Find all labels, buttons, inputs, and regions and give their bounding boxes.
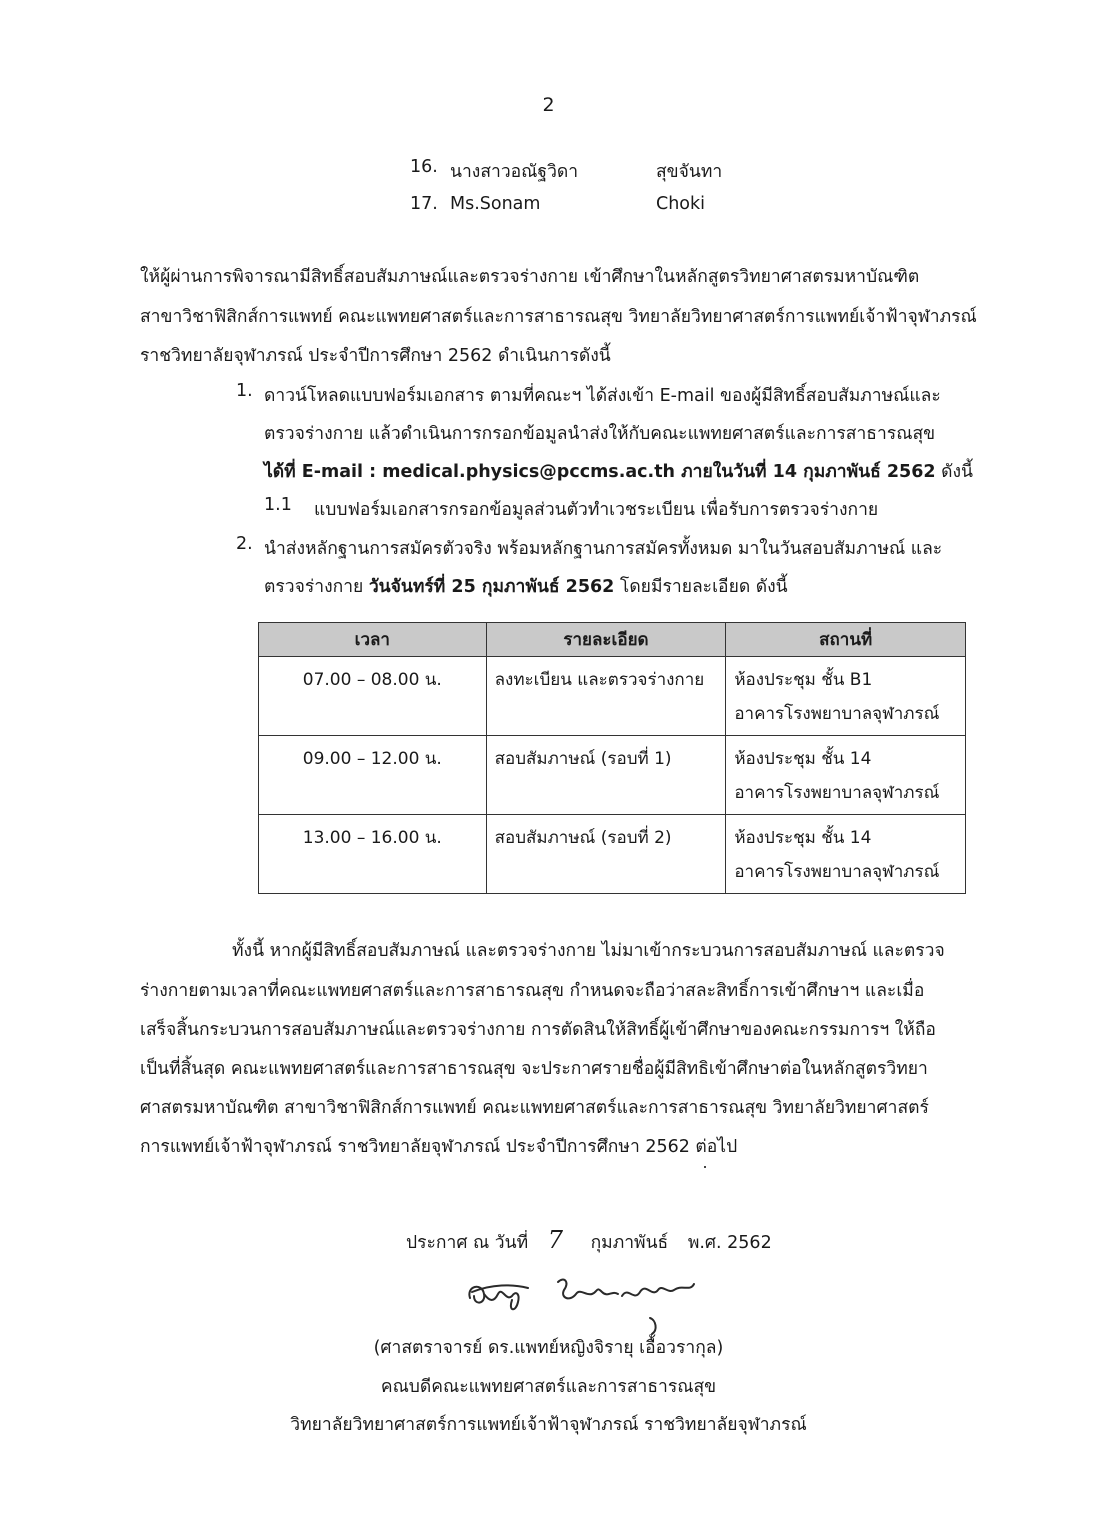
table-cell-place: อาคารโรงพยาบาลจุฬาภรณ์ bbox=[726, 697, 966, 736]
table-cell-place: อาคารโรงพยาบาลจุฬาภรณ์ bbox=[726, 855, 966, 894]
table-cell-place: ห้องประชุม ชั้น 14 bbox=[726, 815, 966, 856]
table-row-continued bbox=[259, 776, 966, 815]
table-cell-place: ห้องประชุม ชั้น 14 bbox=[726, 736, 966, 777]
table-row bbox=[259, 657, 966, 698]
table-cell-detail: ลงทะเบียน และตรวจร่างกาย bbox=[486, 657, 726, 698]
item2-line-tail: โดยมีรายละเอียด ดังนี้ bbox=[614, 577, 788, 597]
stray-mark bbox=[704, 1166, 706, 1168]
candidate-first-name: Ms.Sonam bbox=[450, 194, 541, 214]
item-number: 1. bbox=[236, 381, 253, 401]
schedule-table bbox=[258, 622, 966, 894]
subitem-number: 1.1 bbox=[264, 495, 292, 515]
closing-line: เสร็จสิ้นกระบวนการสอบสัมภาษณ์และตรวจร่างกาย การตัดสินให้สิทธิ์ผู้เข้าศึกษาของคณะกรรมการฯ ให้ถือ bbox=[140, 1020, 936, 1040]
table-header: รายละเอียด bbox=[486, 623, 726, 657]
table-header-row bbox=[259, 623, 966, 657]
table-cell-time: 07.00 – 08.00 น. bbox=[259, 657, 487, 698]
subitem-text: แบบฟอร์มเอกสารกรอกข้อมูลส่วนตัวทำเวชระเบียน เพื่อรับการตรวจร่างกาย bbox=[314, 500, 879, 520]
candidate-last-name: Choki bbox=[656, 194, 706, 214]
table-header: สถานที่ bbox=[726, 623, 966, 657]
interview-date: วันจันทร์ที่ 25 กุมภาพันธ์ 2562 bbox=[368, 577, 615, 597]
item2-line: นำส่งหลักฐานการสมัครตัวจริง พร้อมหลักฐานการสมัครทั้งหมด มาในวันสอบสัมภาษณ์ และ bbox=[264, 539, 943, 559]
table-row-continued bbox=[259, 855, 966, 894]
table-cell-place: ห้องประชุม ชั้น B1 bbox=[726, 657, 966, 698]
signer-organization: วิทยาลัยวิทยาศาสตร์การแพทย์เจ้าฟ้าจุฬาภรณ์ ราชวิทยาลัยจุฬาภรณ์ bbox=[290, 1415, 807, 1435]
item-number: 2. bbox=[236, 534, 253, 554]
announcement-date bbox=[406, 1226, 772, 1256]
table-cell-time: 09.00 – 12.00 น. bbox=[259, 736, 487, 777]
table-row bbox=[259, 815, 966, 856]
item1-line: ดาวน์โหลดแบบฟอร์มเอกสาร ตามที่คณะฯ ได้ส่งเข้า E-mail ของผู้มีสิทธิ์สอบสัมภาษณ์และ bbox=[264, 386, 941, 406]
date-prefix: ประกาศ ณ วันที่ bbox=[406, 1233, 529, 1253]
closing-line: การแพทย์เจ้าฟ้าจุฬาภรณ์ ราชวิทยาลัยจุฬาภรณ์ ประจำปีการศึกษา 2562 ต่อไป bbox=[140, 1137, 738, 1157]
table-row bbox=[259, 736, 966, 777]
candidate-number: 17. bbox=[410, 194, 438, 214]
item1-line: ตรวจร่างกาย แล้วดำเนินการกรอกข้อมูลนำส่งให้กับคณะแพทยศาสตร์และการสาธารณสุข bbox=[264, 424, 936, 444]
date-year: พ.ศ. 2562 bbox=[687, 1233, 772, 1253]
table-row-continued bbox=[259, 697, 966, 736]
table-cell-time: 13.00 – 16.00 น. bbox=[259, 815, 487, 856]
table-header: เวลา bbox=[259, 623, 487, 657]
item1-line-tail: ดังนี้ bbox=[935, 462, 974, 482]
list-item bbox=[410, 157, 810, 185]
closing-line: ทั้งนี้ หากผู้มีสิทธิ์สอบสัมภาษณ์ และตรวจร่างกาย ไม่มาเข้ากระบวนการสอบสัมภาษณ์ และตรวจ bbox=[232, 941, 945, 961]
candidate-number: 16. bbox=[410, 157, 438, 177]
closing-line: ศาสตรมหาบัณฑิต สาขาวิชาฟิสิกส์การแพทย์ คณะแพทยศาสตร์และการสาธารณสุข วิทยาลัยวิทยาศาสตร์ bbox=[140, 1098, 929, 1118]
intro-line: สาขาวิชาฟิสิกส์การแพทย์ คณะแพทยศาสตร์และการสาธารณสุข วิทยาลัยวิทยาศาสตร์การแพทย์เจ้าฟ้าจุฬาภรณ์ bbox=[140, 307, 977, 327]
closing-line: ร่างกายตามเวลาที่คณะแพทยศาสตร์และการสาธารณสุข กำหนดจะถือว่าสละสิทธิ์การเข้าศึกษาฯ และเมื่อ bbox=[140, 981, 925, 1001]
date-month: กุมภาพันธ์ bbox=[590, 1233, 669, 1253]
item2-line-head: ตรวจร่างกาย bbox=[264, 577, 369, 597]
submission-deadline: ได้ที่ E-mail : medical.physics@pccms.ac.th ภายในวันที่ 14 กุมภาพันธ์ 2562 bbox=[264, 462, 936, 482]
intro-line: ราชวิทยาลัยจุฬาภรณ์ ประจำปีการศึกษา 2562 ดำเนินการดังนี้ bbox=[140, 346, 611, 366]
intro-line: ให้ผู้ผ่านการพิจารณามีสิทธิ์สอบสัมภาษณ์และตรวจร่างกาย เข้าศึกษาในหลักสูตรวิทยาศาสตรมหาบัณฑิต bbox=[140, 267, 920, 287]
table-cell-detail: สอบสัมภาษณ์ (รอบที่ 2) bbox=[486, 815, 726, 856]
handwritten-signature bbox=[462, 1272, 722, 1342]
candidate-first-name: นางสาวอณัฐวิดา bbox=[450, 162, 579, 182]
item2-line bbox=[264, 572, 788, 600]
candidate-last-name: สุขจันทา bbox=[656, 162, 723, 182]
signer-name: (ศาสตราจารย์ ดร.แพทย์หญิงจิรายุ เอื้อวรากุล) bbox=[373, 1338, 724, 1358]
table-cell-place: อาคารโรงพยาบาลจุฬาภรณ์ bbox=[726, 776, 966, 815]
table-cell-detail: สอบสัมภาษณ์ (รอบที่ 1) bbox=[486, 736, 726, 777]
page-number: 2 bbox=[542, 94, 555, 116]
signer-title: คณบดีคณะแพทยศาสตร์และการสาธารณสุข bbox=[380, 1377, 717, 1397]
list-item bbox=[410, 194, 810, 222]
closing-line: เป็นที่สิ้นสุด คณะแพทยศาสตร์และการสาธารณสุข จะประกาศรายชื่อผู้มีสิทธิเข้าศึกษาต่อในหลักสูตรวิทยา bbox=[140, 1059, 928, 1079]
item1-line bbox=[264, 457, 973, 485]
date-day-handwritten: 7 bbox=[547, 1226, 563, 1254]
